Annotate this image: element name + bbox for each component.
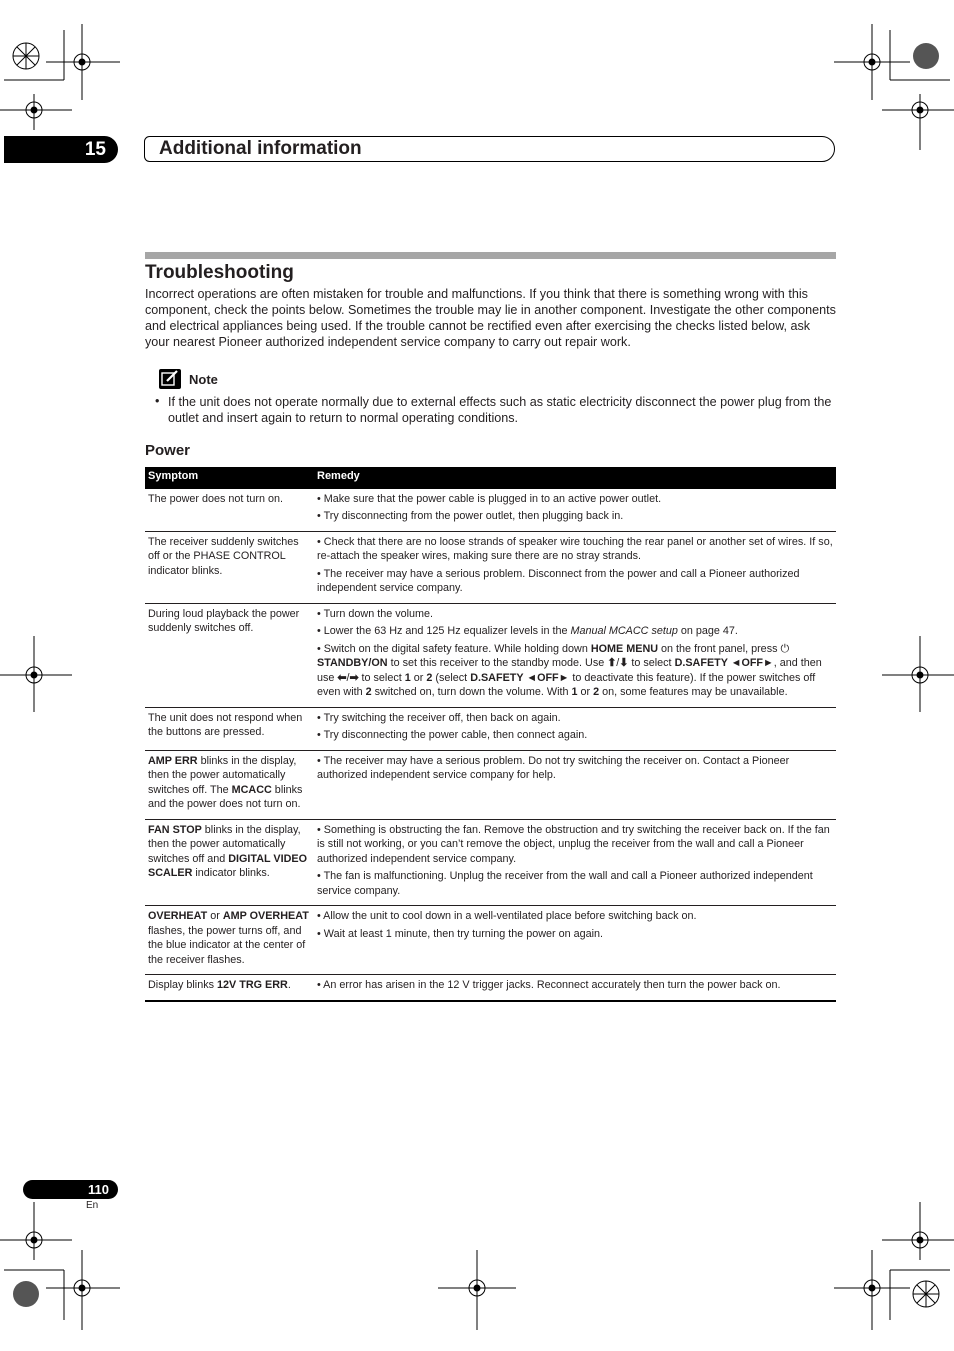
text-run: Display blinks: [148, 979, 218, 991]
text-run: The power does not turn on.: [148, 492, 284, 505]
text-run: 1: [571, 686, 578, 698]
remedy-cell: [314, 707, 836, 750]
chapter-title-box: [144, 136, 835, 162]
pencil-note-icon: [159, 369, 181, 389]
symptom-cell: [145, 750, 314, 819]
remedy-cell: [314, 750, 836, 819]
note-text: If the unit does not operate normally due to external effects such as static electricity disconnect the power plug from the outlet and insert again to return to normal operating conditions.: [168, 395, 832, 425]
text-run: 2: [365, 686, 372, 698]
symptom-cell: [145, 906, 314, 975]
text-run: 12V TRG ERR: [217, 979, 288, 991]
text-run: on, some features may be unavailable.: [599, 686, 788, 698]
symptom-cell: [145, 819, 314, 906]
text-run: (select: [432, 671, 471, 684]
language-label: En: [86, 1200, 99, 1211]
chapter-title: Additional information: [159, 138, 362, 159]
table-body: [145, 489, 836, 1001]
page-number: 110: [23, 1180, 118, 1199]
text-run: • Try switching the receiver off, then back on again.: [317, 711, 561, 724]
text-run: AMP ERR: [148, 754, 198, 767]
remedy-item: [317, 728, 833, 743]
remedy-item: [317, 978, 833, 993]
remedy-cell: [314, 975, 836, 1001]
text-run: or: [577, 686, 594, 698]
text-run: • Check that there are no loose strands of speaker wire touching the rear panel or another set of wires. If so, re-attach the speaker wires, making sure there are no stray strands.: [317, 535, 833, 562]
text-run: • Turn down the volume.: [317, 607, 434, 620]
remedy-item: [317, 509, 833, 524]
text-run: or: [207, 910, 223, 922]
table-row: [145, 819, 836, 906]
text-run: or: [410, 671, 427, 684]
text-run: AMP OVERHEAT: [222, 910, 309, 922]
remedy-item: [317, 927, 833, 942]
table-row: [145, 489, 836, 532]
text-run: • An error has arisen in the 12 V trigger jacks. Reconnect accurately then turn the power back on.: [317, 979, 781, 991]
text-run: blinks and the power does not turn on.: [148, 783, 303, 810]
text-run: • Wait at least 1 minute, then try turning the power on again.: [317, 927, 604, 940]
text-run: .: [287, 979, 291, 991]
text-run: /: [616, 657, 620, 669]
text-run: /: [346, 671, 350, 684]
text-run: to select: [358, 671, 405, 684]
troubleshooting-table: [145, 467, 836, 1002]
remedy-cell: [314, 531, 836, 603]
text-run: to select: [628, 657, 675, 669]
symptom-cell: [145, 975, 314, 1001]
text-run: • Something is obstructing the fan. Remove the obstruction and try switching the receiver back on. If the fan is still not working, or you can’t remove the object, unplug the receiver from the wall and call a Pioneer authorized independent service company.: [317, 823, 830, 865]
text-run: ⬆: [607, 657, 617, 669]
text-run: 2: [426, 671, 433, 684]
remedy-item: [317, 754, 833, 783]
table-row: [145, 603, 836, 707]
remedy-item: [317, 642, 833, 700]
text-run: , and then use: [317, 657, 822, 684]
text-run: blinks in the display, then the power automatically switches off and: [148, 823, 301, 865]
text-run: 2: [593, 686, 600, 698]
text-run: The unit does not respond when the buttons are pressed.: [148, 711, 303, 738]
remedy-item: [317, 869, 833, 898]
text-run: switched on, turn down the volume. With: [371, 686, 572, 698]
symptom-header: Symptom: [145, 467, 314, 489]
table-row: [145, 750, 836, 819]
subsection-title: Power: [145, 442, 191, 459]
text-run: 1: [404, 671, 411, 684]
table-row: [145, 707, 836, 750]
text-run: • The receiver may have a serious problem. Do not try switching the receiver on. Contact a Pioneer authorized independent service company for help.: [317, 754, 790, 781]
remedy-header: Remedy: [314, 467, 836, 489]
text-run: flashes, the power turns off, and the blue indicator at the center of the receiver flashes.: [148, 924, 306, 966]
remedy-cell: [314, 489, 836, 532]
remedy-item: [317, 624, 833, 639]
table-row: [145, 975, 836, 1001]
remedy-item: [317, 535, 833, 564]
remedy-cell: [314, 906, 836, 975]
remedy-item: [317, 909, 833, 924]
text-run: ➡: [349, 671, 359, 684]
remedy-item: [317, 711, 833, 726]
text-run: • Make sure that the power cable is plugged in to an active power outlet.: [317, 492, 662, 505]
table-header-row: [145, 467, 836, 489]
text-run: ⬅: [337, 671, 347, 684]
text-run: • Lower the 63 Hz and 125 Hz equalizer levels in the: [317, 625, 571, 637]
chapter-number-tab: 15: [4, 136, 118, 163]
text-run: FAN STOP: [148, 823, 202, 836]
text-run: blinks in the display, then the power automatically switches off. The: [148, 754, 297, 796]
text-run: OVERHEAT: [148, 910, 208, 922]
text-run: ⬇: [619, 657, 629, 669]
symptom-cell: [145, 707, 314, 750]
remedy-item: [317, 492, 833, 507]
section-intro: Incorrect operations are often mistaken for trouble and malfunctions. If you think that there is something wrong with this component, check the points below. Sometimes the trouble may lie in another component. Investigate the other components and electrical appliances being used. If the trouble cannot be rectified even after exercising the checks listed below, ask your nearest Pioneer authorized independent service company to carry out repair work.: [145, 287, 836, 349]
text-run: indicator blinks.: [192, 867, 270, 879]
symptom-cell: [145, 531, 314, 603]
text-run: • Try disconnecting the power cable, then connect again.: [317, 729, 588, 741]
section-title: Troubleshooting: [145, 262, 294, 283]
text-run: Manual MCACC setup: [570, 625, 678, 637]
section-divider: [145, 252, 836, 259]
text-run: • Switch on the digital safety feature. While holding down: [317, 642, 591, 655]
text-run: D.SAFETY ◄OFF►: [674, 657, 774, 669]
text-run: on the front panel, press ⏻: [658, 642, 790, 655]
text-run: D.SAFETY ◄OFF►: [470, 671, 570, 684]
table-row: [145, 906, 836, 975]
text-run: MCACC: [231, 783, 272, 796]
remedy-item: [317, 823, 833, 867]
text-run: During loud playback the power suddenly switches off.: [148, 607, 300, 634]
text-run: DIGITAL VIDEO SCALER: [148, 852, 308, 879]
text-run: • Try disconnecting from the power outlet, then plugging back in.: [317, 510, 624, 522]
text-run: • The receiver may have a serious problem. Disconnect from the power and call a Pioneer authorized independent service company.: [317, 567, 800, 594]
symptom-cell: [145, 603, 314, 707]
text-run: • Allow the unit to cool down in a well-ventilated place before switching back on.: [317, 910, 697, 922]
text-run: to set this receiver to the standby mode. Use: [387, 657, 608, 669]
table-row: [145, 531, 836, 603]
remedy-cell: [314, 603, 836, 707]
remedy-item: [317, 607, 833, 622]
remedy-cell: [314, 819, 836, 906]
text-run: • The fan is malfunctioning. Unplug the receiver from the wall and call a Pioneer authorized independent service company.: [317, 870, 813, 897]
text-run: to deactivate this feature). If the power switches off even with: [317, 671, 816, 698]
note-label: Note: [189, 372, 218, 387]
text-run: The receiver suddenly switches off or the PHASE CONTROL indicator blinks.: [148, 535, 299, 577]
symptom-cell: [145, 489, 314, 532]
text-run: on page 47.: [677, 625, 738, 637]
remedy-item: [317, 567, 833, 596]
text-run: STANDBY/ON: [317, 657, 388, 669]
note-bullet: •: [155, 394, 160, 408]
text-run: HOME MENU: [590, 642, 659, 655]
